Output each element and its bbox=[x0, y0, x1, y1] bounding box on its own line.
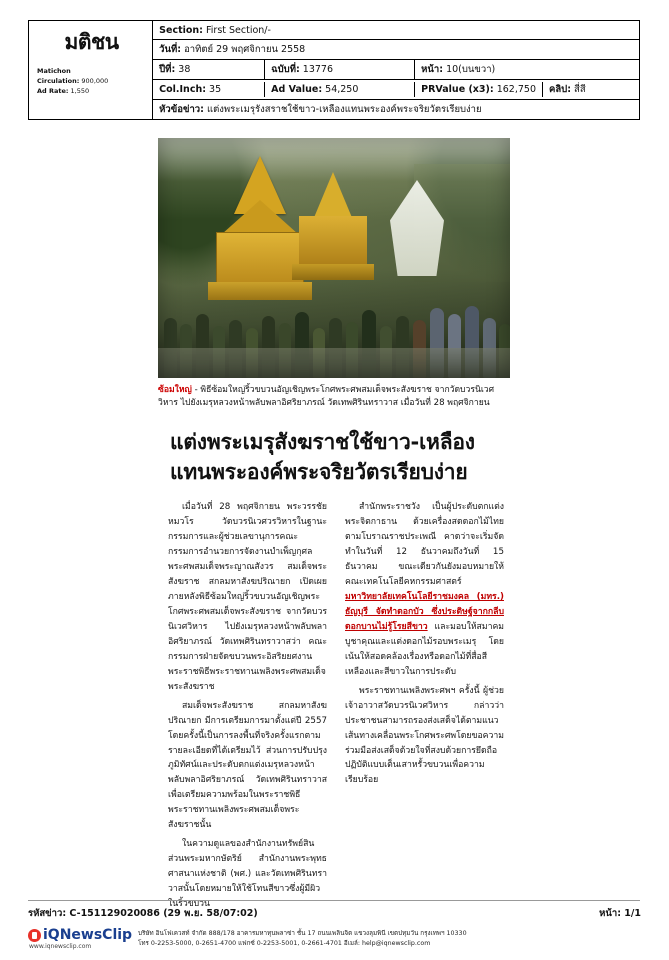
footer-address-line-1: บริษัท อินโฟเควสท์ จำกัด 888/178 อาคารมหาทุนพลาซ่า ชั้น 17 ถนนเพลินจิต แขวงลุมพินี เขตปทุมวัน กรุงเทพฯ 10330 bbox=[138, 929, 467, 937]
header-row-headline bbox=[153, 100, 639, 119]
field-clip-value: สี่สี bbox=[574, 84, 586, 95]
highlighted-org-name: มหาวิทยาลัยเทคโนโลยีราชมงคล (มทร.) ธัญบุรี จัดทำดอกบัว ซึ่งประดิษฐ์จากกลีบดอกบานไม่รู้โรยสีขาว bbox=[345, 591, 504, 632]
clip-header-table bbox=[28, 20, 640, 120]
meta-circulation bbox=[37, 76, 146, 86]
caption-text: - พิธีซ้อมใหญ่ริ้วขบวนอัญเชิญพระโกศพระศพสมเด็จพระสังฆราช จากวัดบวรนิเวศวิหาร ไปยังเมรุหลวงหน้าพลับพลาอิศริยาภรณ์ วัดเทพศิรินทราวาส เมื่อวันที่ 28 พฤศจิกายน bbox=[158, 385, 495, 409]
field-year-value: 38 bbox=[178, 64, 191, 75]
footer-address-line-2: โทร 0-2253-5000, 0-2651-4700 แฟกซ์ 0-2253-5001, 0-2661-4701 อีเมล์: help@iqnewsclip.com bbox=[138, 940, 431, 947]
meta-circulation-value: 900,000 bbox=[81, 77, 109, 86]
footer-divider bbox=[28, 900, 640, 901]
meta-adrate-value: 1,550 bbox=[70, 87, 90, 96]
field-section-label: Section: bbox=[159, 24, 203, 36]
footer-bar bbox=[28, 924, 640, 954]
meta-adrate bbox=[37, 86, 146, 96]
field-section bbox=[153, 23, 639, 38]
photo-road bbox=[158, 348, 510, 378]
publication-name: มติชน bbox=[64, 30, 119, 54]
field-clip-label: คลิป: bbox=[549, 84, 572, 95]
page-number: หน้า: 1/1 bbox=[599, 908, 641, 919]
headline-line-2: แทนพระองค์พระจริยวัตรเรียบง่าย bbox=[170, 459, 468, 484]
paragraph: พระราชทานเพลิงพระศพฯ ครั้งนี้ ผู้ช่วยเจ้าอาวาสวัดบวรนิเวศวิหาร กล่าวว่า ประชาชนสามารถรองส่งเสด็จได้ตามแนวเส้นทางเคลื่อนพระโกศพระศพโดยขอความร่วมมือส่งเสด็จด้วยใจที่สงบด้วยการยึดถือปฏิบัติแบบเต็นเสาหรั้วขบวนเพื่อความเรียบร้อย bbox=[345, 685, 504, 786]
field-clip bbox=[543, 80, 639, 99]
iqnewsclip-logo bbox=[28, 928, 132, 950]
publication-logo-cell bbox=[29, 21, 153, 119]
field-year bbox=[153, 60, 265, 79]
footer-company-info bbox=[132, 929, 640, 949]
field-prvalue bbox=[415, 82, 543, 97]
field-headline-value: แต่งพระเมรุรังสราชใช้ขาว-เหลืองแทนพระองค์พระจริยวัตรเรียบง่าย bbox=[206, 104, 482, 115]
field-date bbox=[153, 40, 639, 59]
field-page bbox=[415, 60, 639, 79]
paragraph bbox=[345, 500, 504, 680]
article-photo bbox=[158, 138, 510, 378]
article-column-right bbox=[345, 500, 504, 912]
field-issue bbox=[265, 60, 415, 79]
field-colinch bbox=[153, 82, 265, 97]
field-date-label: วันที่: bbox=[159, 44, 182, 55]
news-code: รหัสข่าว: C-151129020086 (29 พ.ย. 58/07:02) bbox=[28, 908, 258, 919]
iqnewsclip-url: www.iqnewsclip.com bbox=[29, 943, 92, 950]
field-page-label: หน้า: bbox=[421, 64, 444, 75]
publication-meta bbox=[37, 66, 146, 96]
iqnewsclip-logo-text: iQNewsClip bbox=[43, 927, 133, 943]
iq-dot-icon bbox=[28, 929, 41, 942]
palanquin2-body bbox=[299, 216, 367, 266]
paragraph-text: สำนักพระราชวัง เป็นผู้ประดับตกแต่งพระจิตกาธาน ด้วยเครื่องสดดอกไม้ไทยตามโบราณราชประเพณี คาดว่าจะเริ่มจัดทำในวันที่ 12 ธันวาคมถึงวันที่ 15 ธันวาคม ขณะเดียวกันยังมอบหมายให้คณะเทคโนโลยีคหกรรมศาสตร์ bbox=[345, 502, 504, 587]
field-year-label: ปีที่: bbox=[159, 64, 176, 75]
meta-circulation-label: Circulation: bbox=[37, 77, 80, 86]
field-colinch-label: Col.Inch: bbox=[159, 84, 207, 95]
meta-matichon-label: Matichon bbox=[37, 67, 71, 76]
field-headline-label: หัวข้อข่าว: bbox=[159, 104, 204, 115]
meta-matichon bbox=[37, 66, 146, 76]
header-row-values bbox=[153, 80, 639, 100]
field-headline bbox=[153, 100, 639, 119]
field-advalue-label: Ad Value: bbox=[271, 84, 323, 95]
field-advalue-value: 54,250 bbox=[325, 84, 359, 95]
field-issue-label: ฉบับที่: bbox=[271, 64, 300, 75]
header-row-section bbox=[153, 21, 639, 40]
header-row-date bbox=[153, 40, 639, 60]
photo-caption bbox=[158, 384, 510, 411]
palanquin-spire-lower bbox=[222, 200, 298, 234]
clip-header-fields bbox=[153, 21, 639, 119]
field-advalue bbox=[265, 82, 415, 97]
caption-lead: ซ้อมใหญ่ bbox=[158, 385, 192, 395]
field-prvalue-label: PRValue (x3): bbox=[421, 84, 494, 95]
paragraph: เมื่อวันที่ 28 พฤศจิกายน พระวรรชัย หมวโร วัดบวรนิเวศวรวิหารในฐานะกรรมการและผู้ช่วยเลขานุการคณะกรรมการอำนวยการจัดงานบำเพ็ญกุศลพระศพสมเด็จพระญาณสังวร สมเด็จพระสังฆราช สกลมหาสังฆปริณายก เปิดเผยภายหลังพิธีซ้อมใหญ่ริ้วขบวนอัญเชิญพระโกศพระศพสมเด็จพระสังฆราช จากวัดบวรนิเวศวิหาร ไปยังเมรุหลวงหน้าพลับพลาอิศริยาภรณ์ วัดเทพศิรินทราวาสว่า คณะกรรมการฝ่ายจัดขบวนพระอิสริยยศงานพระราชพิธีพระราชทานเพลิงพระศพสมเด็จพระสังฆราช bbox=[168, 502, 327, 692]
field-date-value: อาทิตย์ 29 พฤศจิกายน 2558 bbox=[184, 44, 306, 55]
article-column-left bbox=[168, 500, 327, 912]
paragraph: สมเด็จพระสังฆราช สกลมหาสังฆปริณายก มีการเตรียมการมาตั้งแต่ปี 2557 โดยครั้งนี้เป็นการลงพื้นที่จริงครั้งแรกตามรายละเอียดที่ได้เตรียมไว้ ส่วนการปรับปรุงภูมิทัศน์และประดับตกแต่งเมรุหลวงหน้าพลับพลาอิศริยาภรณ์ วัดเทพศิรินทราวาส เพื่อเตรียมความพร้อมในพระราชพิธีพระราชทานเพลิงพระศพสมเด็จพระสังฆราชนั้น bbox=[168, 700, 327, 831]
palanquin2-spire bbox=[313, 172, 353, 220]
field-section-value: First Section/- bbox=[206, 24, 271, 36]
headline-line-1: แต่งพระเมรุสังฆราชใช้ขาว-เหลือง bbox=[170, 430, 475, 454]
field-prvalue-value: 162,750 bbox=[496, 84, 536, 95]
meta-adrate-label: Ad Rate: bbox=[37, 87, 69, 96]
field-issue-value: 13776 bbox=[302, 64, 334, 75]
article-body bbox=[168, 500, 504, 912]
field-colinch-value: 35 bbox=[209, 84, 222, 95]
field-page-value: 10(บนขวา) bbox=[446, 64, 496, 75]
iqnewsclip-logo-mark bbox=[28, 928, 132, 942]
page-title bbox=[170, 428, 500, 488]
header-row-year-issue-page bbox=[153, 60, 639, 80]
paragraph: ในความดูแลของสำนักงานทรัพย์สินส่วนพระมหากษัตริย์ สำนักงานพระพุทธศาสนาแห่งชาติ (พศ.) และวัดเทพศิรินทราวาสนั้นโดยหมายให้ใช้โทนสีขาวซึ่งผู้มีผิวในริ้วขบวน bbox=[168, 839, 327, 910]
paragraph-text-cont: และมอบให้สมาคมบูชาคุณและแต่งดอกไม้รอบพระเมรุ โดยเน้นให้สอดคล้องเรื่องหรือดอกไม้ที่สื่อสีเหลืองและสีขาวในการประดับ bbox=[345, 621, 504, 677]
